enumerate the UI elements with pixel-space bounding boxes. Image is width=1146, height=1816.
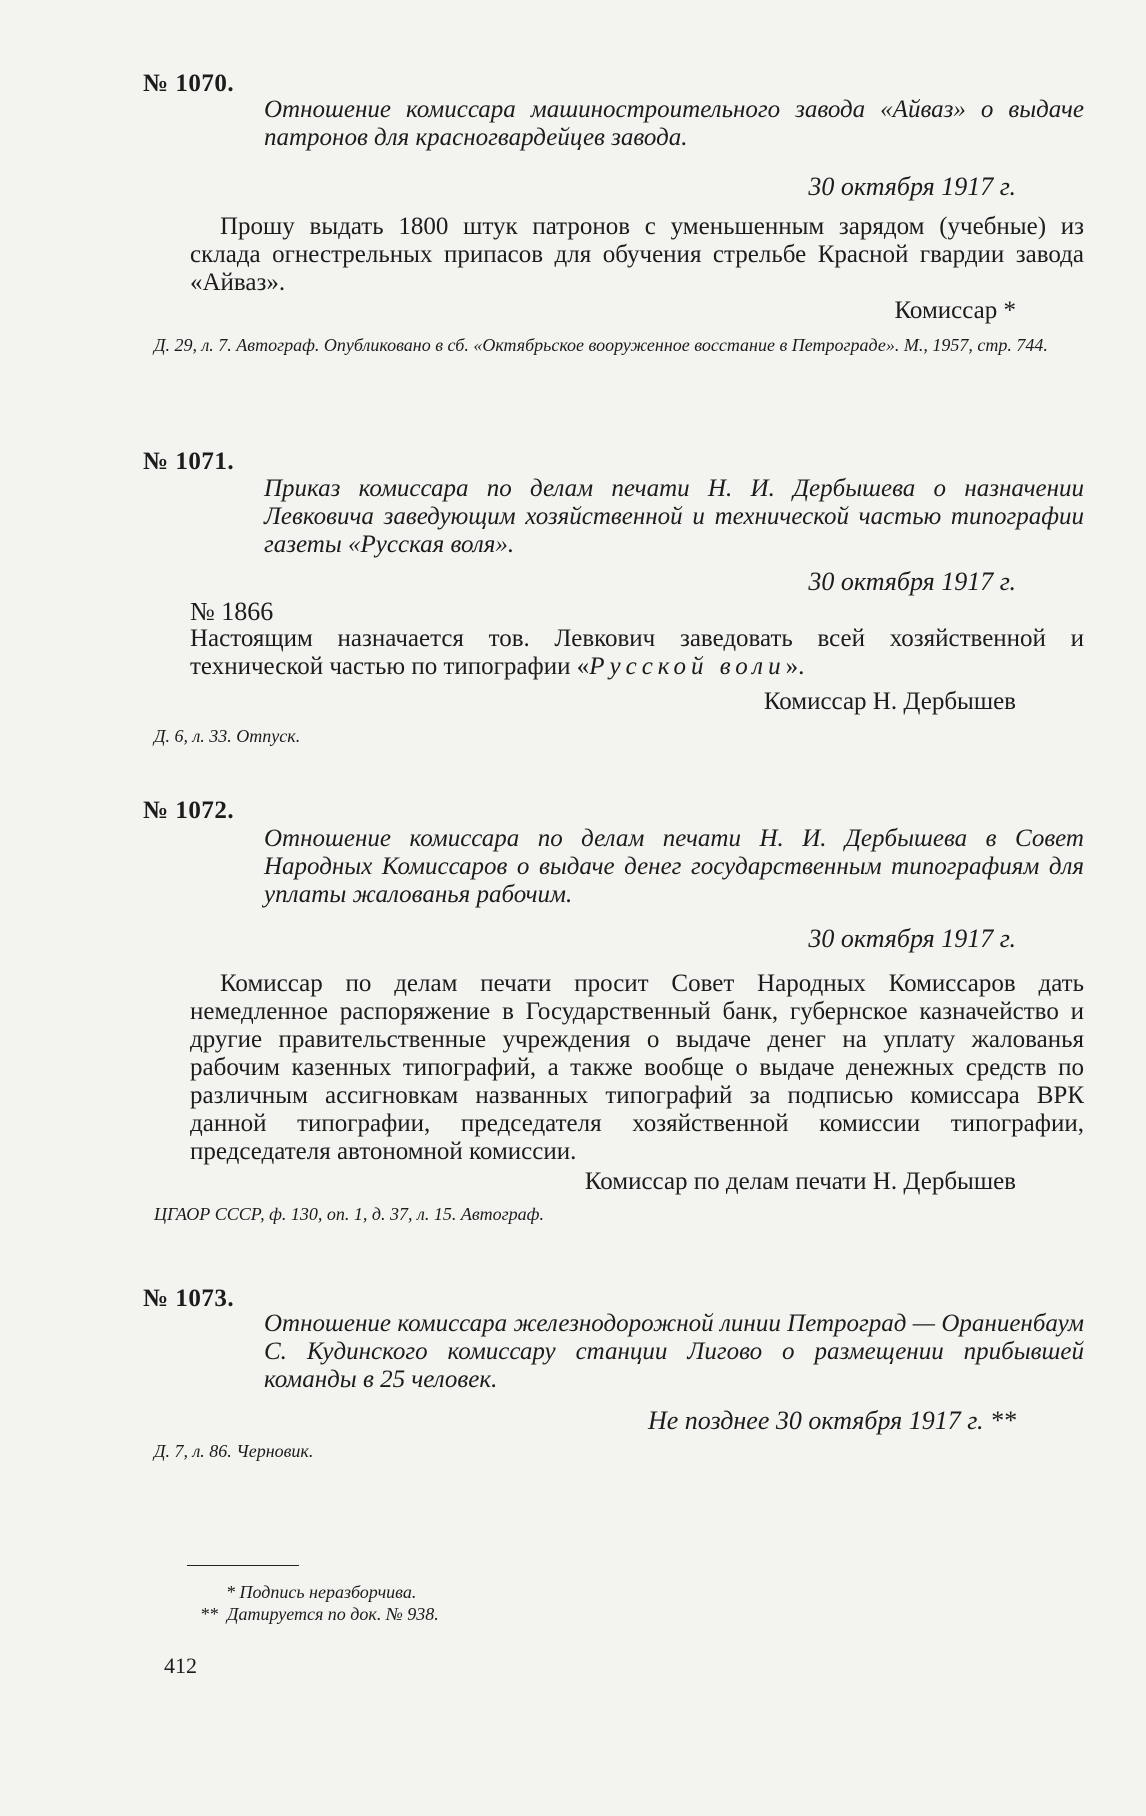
footnote-text: Датируется по док. № 938. bbox=[227, 1604, 439, 1624]
footnote-divider bbox=[187, 1565, 299, 1566]
entry-number: № 1070. bbox=[143, 70, 235, 97]
entry-number: № 1072. bbox=[143, 797, 235, 824]
body-text-end: ». bbox=[785, 653, 805, 680]
footnote-mark: * bbox=[226, 1582, 235, 1602]
page-number: 412 bbox=[164, 1653, 197, 1678]
entry-title: Отношение комиссара железнодорожной линии Петроград — Ораниенбаум С. Кудинского комиссару станции Лигово о размещении прибывшей команды в 25 человек. bbox=[264, 1310, 1084, 1393]
entry-number: № 1073. bbox=[143, 1285, 235, 1312]
entry-number: № 1071. bbox=[143, 448, 235, 475]
footnote-1 bbox=[226, 1582, 416, 1603]
entry-signature: Комиссар Н. Дербышев bbox=[763, 688, 1016, 715]
entry-title: Приказ комиссара по делам печати Н. И. Дербышева о назначении Левковича заведующим хозяйственной и технической частью типографии газеты «Русская воля». bbox=[264, 475, 1084, 558]
newspaper-name: Русской воли bbox=[589, 653, 786, 680]
footnote-text: Подпись неразборчива. bbox=[239, 1582, 417, 1602]
footnote-2 bbox=[200, 1604, 439, 1625]
entry-date: 30 октября 1917 г. bbox=[808, 924, 1016, 953]
entry-source: Д. 29, л. 7. Автограф. Опубликовано в сб. «Октябрьское вооруженное восстание в Петрограде». М., 1957, стр. 744. bbox=[154, 335, 1048, 355]
entry-body bbox=[190, 625, 1084, 681]
entry-source: Д. 7, л. 86. Черновик. bbox=[154, 1441, 314, 1461]
entry-date: Не позднее 30 октября 1917 г. ** bbox=[647, 1406, 1016, 1435]
order-number: № 1866 bbox=[190, 597, 274, 626]
entry-source: ЦГАОР СССР, ф. 130, оп. 1, д. 37, л. 15. Автограф. bbox=[154, 1204, 544, 1224]
entry-date: 30 октября 1917 г. bbox=[808, 567, 1016, 596]
entry-signature: Комиссар * bbox=[894, 297, 1016, 324]
footnote-mark: ** bbox=[200, 1604, 218, 1624]
body-text: Настоящим назначается тов. Левкович заведовать всей хозяйственной и технической частью по типографии « bbox=[190, 625, 1084, 680]
entry-body: Комиссар по делам печати просит Совет Народных Комиссаров дать немедленное распоряжение в Государственный банк, губернское казначейство и другие правительственные учреждения о выдаче денег на уплату жалованья рабочим казенных типографий, а также вообще о выдаче денежных средств по различным ассигновкам названных типографий за подписью комиссара ВРК данной типографии, председателя хозяйственной комиссии типографии, председателя автономной комиссии. bbox=[190, 970, 1084, 1165]
entry-date: 30 октября 1917 г. bbox=[808, 172, 1016, 201]
entry-title: Отношение комиссара по делам печати Н. И. Дербышева в Совет Народных Комиссаров о выдаче денег государственным типографиям для уплаты жалованья рабочим. bbox=[264, 825, 1084, 908]
entry-signature: Комиссар по делам печати Н. Дербышев bbox=[584, 1168, 1016, 1195]
entry-source: Д. 6, л. 33. Отпуск. bbox=[154, 726, 301, 746]
entry-body: Прошу выдать 1800 штук патронов с уменьшенным зарядом (учебные) из склада огнестрельных припасов для обучения стрельбе Красной гвардии завода «Айваз». bbox=[190, 213, 1084, 296]
entry-title: Отношение комиссара машиностроительного завода «Айваз» о выдаче патронов для красногвардейцев завода. bbox=[264, 96, 1084, 151]
